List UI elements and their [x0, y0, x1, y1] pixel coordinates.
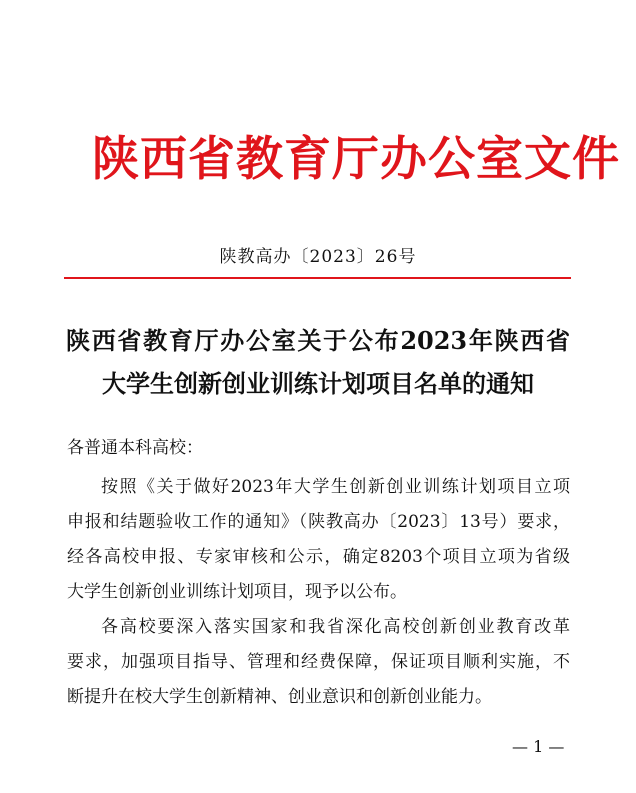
paragraph-1-line: 申报和结题验收工作的通知》（陕教高办〔2023〕13号）要求， [67, 512, 570, 532]
paragraph-2-line: 各高校要深入落实国家和我省深化高校创新创业教育改革 [101, 617, 570, 637]
paragraph-1-line: 大学生创新创业训练计划项目，现予以公布。 [67, 582, 407, 602]
paragraph-2-line: 断提升在校大学生创新精神、创业意识和创新创业能力。 [67, 687, 492, 707]
red-divider [64, 277, 571, 279]
document-number: 陕教高办〔2023〕26号 [219, 247, 417, 267]
page-number: — 1 — [512, 737, 565, 756]
document-title-line-2: 大学生创新创业训练计划项目名单的通知 [102, 369, 534, 398]
document-title-line-1: 陕西省教育厅办公室关于公布2023年陕西省 [66, 326, 570, 355]
paragraph-1-line: 经各高校申报、专家审核和公示，确定8203个项目立项为省级 [67, 547, 570, 567]
paragraph-2-line: 要求，加强项目指导、管理和经费保障，保证项目顺利实施，不 [67, 652, 570, 672]
paragraph-1-line: 按照《关于做好2023年大学生创新创业训练计划项目立项 [101, 477, 570, 497]
salutation: 各普通本科高校： [67, 438, 203, 458]
issuing-office-header: 陕西省教育厅办公室文件 [92, 132, 620, 187]
